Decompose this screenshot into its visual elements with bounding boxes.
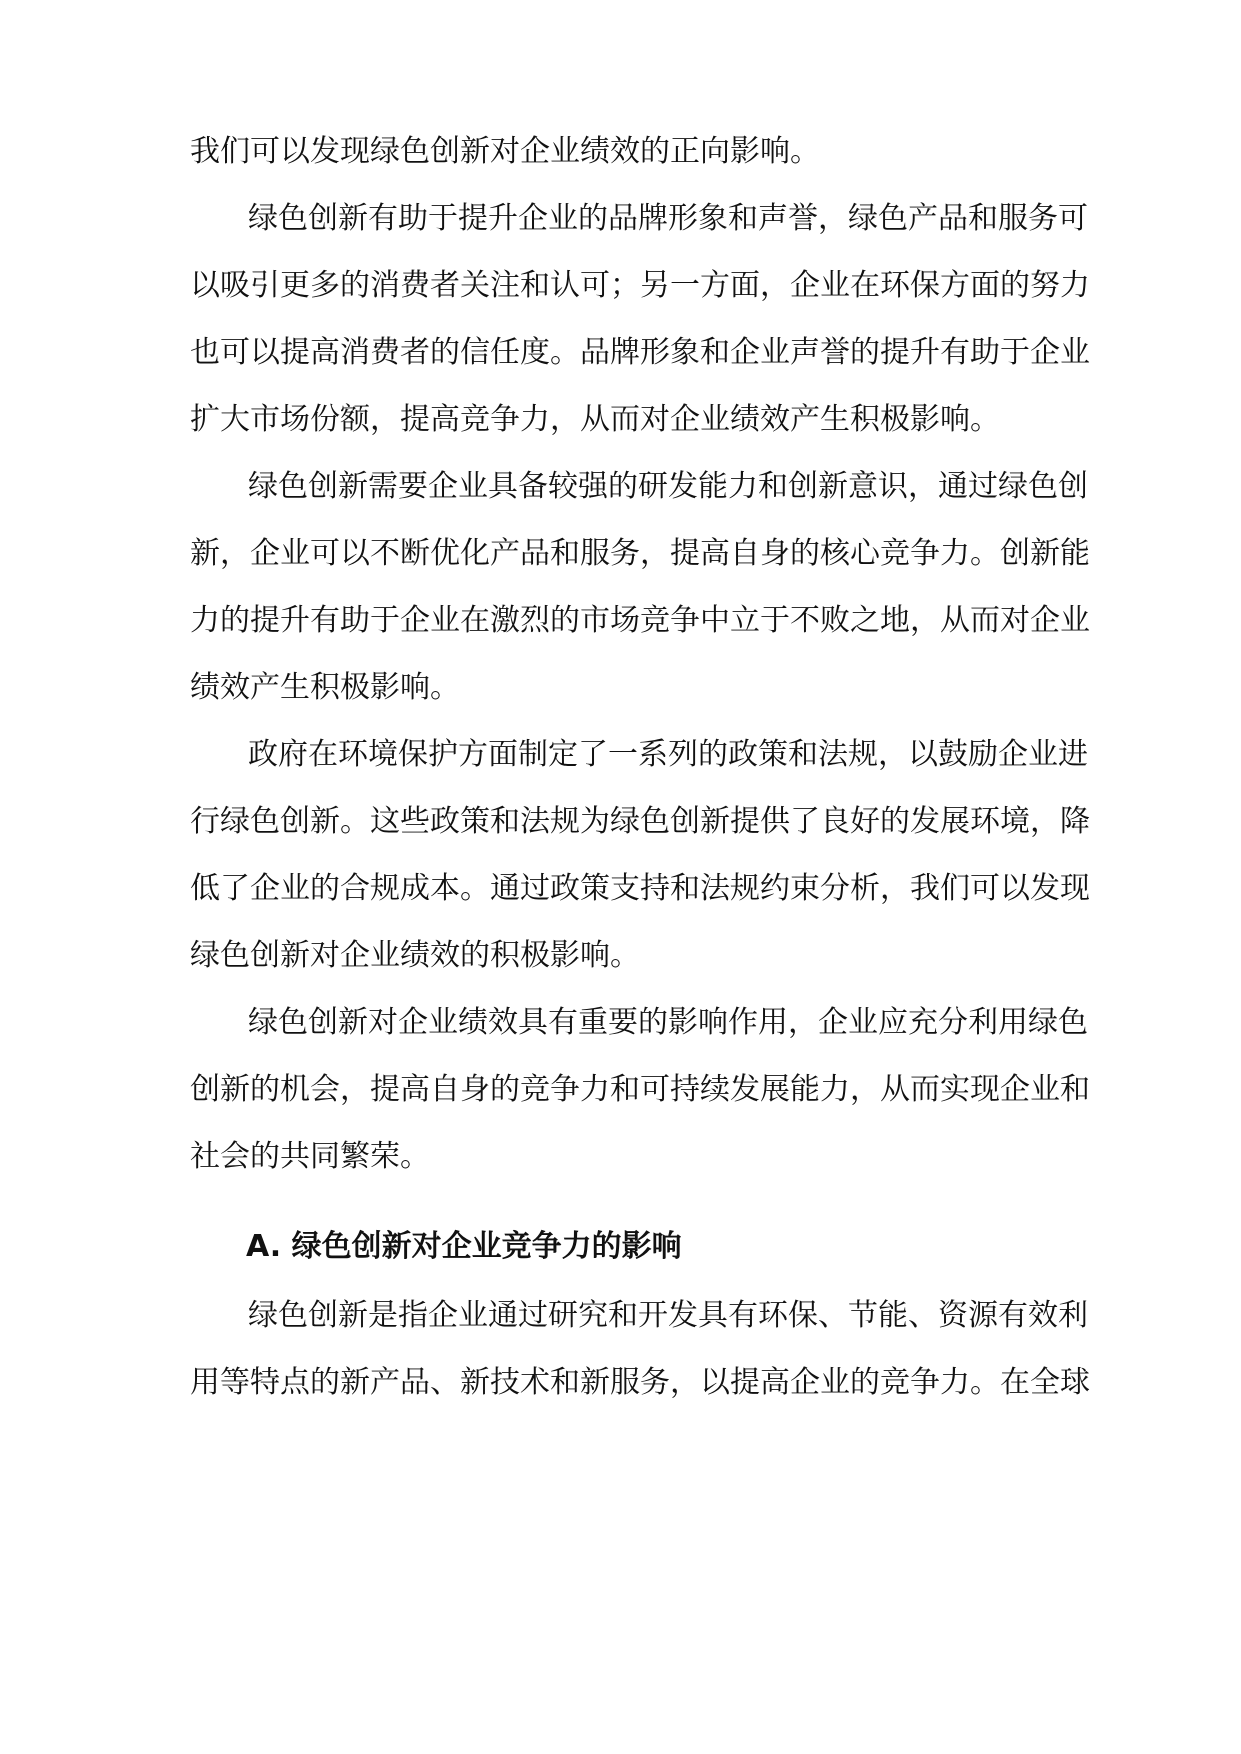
text-line-8: 力的提升有助于企业在激烈的市场竞争中立于不败之地，从而对企业: [190, 603, 1090, 638]
text-line-15: 创新的机会，提高自身的竞争力和可持续发展能力，从而实现企业和: [190, 1072, 1090, 1107]
text-line-5: 扩大市场份额，提高竞争力，从而对企业绩效产生积极影响。: [190, 402, 1000, 437]
text-line-3: 以吸引更多的消费者关注和认可；另一方面，企业在环保方面的努力: [190, 268, 1090, 303]
text-line-14: 绿色创新对企业绩效具有重要的影响作用，企业应充分利用绿色: [248, 1005, 1088, 1040]
text-line-17: 绿色创新是指企业通过研究和开发具有环保、节能、资源有效利: [248, 1298, 1088, 1333]
text-line-16: 社会的共同繁荣。: [190, 1139, 430, 1174]
text-line-4: 也可以提高消费者的信任度。品牌形象和企业声誉的提升有助于企业: [190, 335, 1090, 370]
text-line-13: 绿色创新对企业绩效的积极影响。: [190, 938, 640, 973]
section-heading: A. 绿色创新对企业竞争力的影响: [246, 1229, 682, 1264]
text-line-11: 行绿色创新。这些政策和法规为绿色创新提供了良好的发展环境，降: [190, 804, 1090, 839]
text-line-1: 我们可以发现绿色创新对企业绩效的正向影响。: [190, 134, 820, 169]
text-line-7: 新，企业可以不断优化产品和服务，提高自身的核心竞争力。创新能: [190, 536, 1090, 571]
text-line-18: 用等特点的新产品、新技术和新服务，以提高企业的竞争力。在全球: [190, 1365, 1090, 1400]
text-line-2: 绿色创新有助于提升企业的品牌形象和声誉，绿色产品和服务可: [248, 201, 1088, 236]
text-line-9: 绩效产生积极影响。: [190, 670, 460, 705]
text-line-6: 绿色创新需要企业具备较强的研发能力和创新意识，通过绿色创: [248, 469, 1088, 504]
text-line-10: 政府在环境保护方面制定了一系列的政策和法规，以鼓励企业进: [248, 737, 1088, 772]
text-line-12: 低了企业的合规成本。通过政策支持和法规约束分析，我们可以发现: [190, 871, 1090, 906]
